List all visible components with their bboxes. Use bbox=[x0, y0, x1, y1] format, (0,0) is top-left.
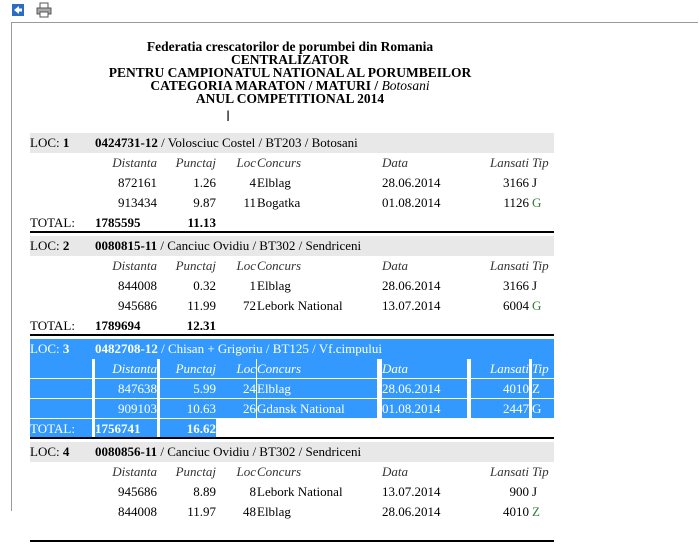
result-block[interactable] bbox=[30, 130, 554, 233]
tip-cell: J bbox=[532, 484, 538, 499]
concurs-cell: Elblag bbox=[257, 504, 291, 519]
lansati-cell: 900 bbox=[509, 484, 529, 499]
total-distance-value: 1785595 bbox=[95, 215, 141, 230]
result-block[interactable] bbox=[30, 336, 554, 439]
col-data-label: Data bbox=[382, 464, 408, 479]
col-distanta-label: Distanta bbox=[112, 155, 157, 170]
header-category-main: CATEGORIA MARATON / MATURI / bbox=[150, 78, 382, 93]
distanta-cell: 847638 bbox=[95, 379, 157, 398]
col-tip-label: Tip bbox=[532, 258, 549, 273]
table-row[interactable] bbox=[30, 502, 554, 522]
distanta-cell: 872161 bbox=[118, 175, 157, 190]
concurs-cell: Bogatka bbox=[257, 195, 301, 210]
total-points bbox=[160, 316, 216, 335]
loc-prefix: LOC: bbox=[30, 238, 63, 253]
lansati-cell: 4010 bbox=[503, 504, 529, 519]
concurs-cell: Gdansk National bbox=[257, 399, 377, 418]
rank-number: 1 bbox=[62, 135, 70, 150]
owner-details: / Chisan + Grigoriu / BT125 / Vf.cimpului bbox=[157, 341, 382, 356]
result-header-row[interactable] bbox=[30, 442, 554, 462]
total-distance-value: 1756741 bbox=[95, 421, 141, 436]
header-federation: Federatia crescatorilor de porumbei din Romania bbox=[146, 39, 434, 54]
punctaj-cell: 5.99 bbox=[160, 379, 216, 398]
concurs-cell: Lebork National bbox=[257, 298, 343, 313]
blank-cell bbox=[30, 379, 92, 398]
col-lansati-label: Lansati bbox=[489, 464, 529, 479]
col-data-label: Data bbox=[382, 155, 408, 170]
column-header-row bbox=[30, 153, 554, 173]
rank-number: 2 bbox=[62, 238, 70, 253]
pigeon-info bbox=[95, 442, 554, 461]
data-cell: 28.06.2014 bbox=[382, 278, 441, 293]
total-label: TOTAL: bbox=[30, 419, 92, 438]
tip-cell: Z bbox=[532, 504, 540, 519]
tip-cell: J bbox=[532, 278, 538, 293]
rank-label bbox=[30, 133, 90, 152]
loc-cell: 24 bbox=[216, 379, 256, 398]
lansati-cell: 3166 bbox=[503, 175, 529, 190]
column-header-row bbox=[30, 359, 554, 379]
rank-label bbox=[30, 236, 90, 255]
back-arrow-icon[interactable] bbox=[10, 2, 26, 18]
col-punctaj-label: Punctaj bbox=[175, 464, 216, 479]
owner-details: / Canciuc Ovidiu / BT302 / Sendriceni bbox=[157, 444, 362, 459]
col-tip-label: Tip bbox=[532, 359, 554, 378]
table-row[interactable] bbox=[30, 296, 554, 316]
data-cell: 01.08.2014 bbox=[382, 399, 467, 418]
ring-number: 0424731-12 bbox=[95, 135, 158, 150]
result-header-row[interactable] bbox=[30, 339, 554, 359]
pigeon-info bbox=[95, 236, 554, 255]
separator-line bbox=[30, 540, 554, 542]
data-cell: 28.06.2014 bbox=[382, 504, 441, 519]
col-distanta-label: Distanta bbox=[95, 359, 157, 378]
total-points bbox=[160, 213, 216, 232]
column-header-row bbox=[30, 462, 554, 482]
distanta-cell: 844008 bbox=[118, 504, 157, 519]
col-lansati-label: Lansati bbox=[489, 258, 529, 273]
total-label: TOTAL: bbox=[30, 318, 75, 333]
text-cursor-icon: I bbox=[226, 109, 231, 125]
punctaj-cell: 8.89 bbox=[193, 484, 216, 499]
table-row[interactable] bbox=[30, 482, 554, 502]
loc-prefix: LOC: bbox=[30, 135, 63, 150]
col-distanta-label: Distanta bbox=[112, 464, 157, 479]
results-list bbox=[30, 130, 554, 549]
result-block[interactable] bbox=[30, 439, 554, 549]
rank-label bbox=[30, 339, 90, 358]
ring-number: 0080856-11 bbox=[95, 444, 158, 459]
col-data-label: Data bbox=[382, 258, 408, 273]
data-cell: 13.07.2014 bbox=[382, 298, 441, 313]
table-row[interactable] bbox=[30, 379, 554, 399]
total-row bbox=[30, 213, 554, 233]
total-distance bbox=[95, 316, 157, 335]
total-row bbox=[30, 522, 554, 542]
col-concurs-label: Concurs bbox=[257, 258, 302, 273]
report-header bbox=[30, 40, 550, 105]
total-points-value: 12.31 bbox=[186, 318, 216, 333]
pigeon-info bbox=[95, 133, 554, 152]
data-cell: 01.08.2014 bbox=[382, 195, 441, 210]
distanta-cell: 945686 bbox=[118, 484, 157, 499]
result-block[interactable] bbox=[30, 233, 554, 336]
blank-cell bbox=[30, 399, 92, 418]
col-concurs-label: Concurs bbox=[257, 155, 302, 170]
loc-cell: 72 bbox=[243, 298, 256, 313]
header-title: CENTRALIZATOR bbox=[230, 52, 350, 67]
rank-number: 4 bbox=[62, 444, 70, 459]
owner-details: / Volosciuc Costel / BT203 / Botosani bbox=[157, 135, 358, 150]
pigeon-info bbox=[95, 339, 554, 358]
tip-cell: G bbox=[532, 298, 542, 313]
total-points bbox=[160, 419, 216, 438]
col-distanta-label: Distanta bbox=[112, 258, 157, 273]
header-region: Botosani bbox=[381, 78, 430, 93]
total-points-value: 11.13 bbox=[187, 215, 216, 230]
distanta-cell: 844008 bbox=[118, 278, 157, 293]
data-cell: 28.06.2014 bbox=[382, 379, 467, 398]
column-header-row bbox=[30, 256, 554, 276]
loc-cell: 11 bbox=[243, 195, 256, 210]
blank-cell bbox=[30, 359, 92, 378]
col-tip-label: Tip bbox=[532, 155, 549, 170]
total-row bbox=[30, 316, 554, 336]
concurs-cell: Elblag bbox=[257, 175, 291, 190]
loc-prefix: LOC: bbox=[30, 444, 63, 459]
col-loc-label: Loc bbox=[236, 258, 256, 273]
col-concurs-label: Concurs bbox=[257, 359, 377, 378]
loc-prefix: LOC: bbox=[30, 341, 63, 356]
data-cell: 28.06.2014 bbox=[382, 175, 441, 190]
col-data-label: Data bbox=[382, 359, 467, 378]
loc-cell: 8 bbox=[249, 484, 256, 499]
table-row[interactable] bbox=[30, 276, 554, 296]
result-header-row[interactable] bbox=[30, 133, 554, 153]
col-punctaj-label: Punctaj bbox=[160, 359, 216, 378]
lansati-cell: 6004 bbox=[503, 298, 529, 313]
concurs-cell: Elblag bbox=[257, 379, 377, 398]
table-row[interactable] bbox=[30, 399, 554, 419]
tip-cell: Z bbox=[532, 379, 554, 398]
lansati-cell: 2447 bbox=[471, 399, 529, 418]
table-row[interactable] bbox=[30, 193, 554, 213]
table-row[interactable] bbox=[30, 173, 554, 193]
tip-cell: G bbox=[532, 399, 554, 418]
total-label: TOTAL: bbox=[30, 215, 75, 230]
header-championship: PENTRU CAMPIONATUL NATIONAL AL PORUMBEILOR bbox=[108, 65, 472, 80]
col-punctaj-label: Punctaj bbox=[175, 155, 216, 170]
concurs-cell: Elblag bbox=[257, 278, 291, 293]
loc-cell: 1 bbox=[249, 278, 256, 293]
result-header-row[interactable] bbox=[30, 236, 554, 256]
col-tip-label: Tip bbox=[532, 464, 549, 479]
toolbar bbox=[10, 2, 52, 18]
col-loc-label: Loc bbox=[236, 155, 256, 170]
punctaj-cell: 0.32 bbox=[193, 278, 216, 293]
col-lansati-label: Lansati bbox=[471, 359, 529, 378]
punctaj-cell: 11.97 bbox=[187, 504, 216, 519]
lansati-cell: 4010 bbox=[471, 379, 529, 398]
punctaj-cell: 11.99 bbox=[187, 298, 216, 313]
printer-icon[interactable] bbox=[36, 2, 52, 18]
rank-number: 3 bbox=[62, 341, 70, 356]
concurs-cell: Lebork National bbox=[257, 484, 343, 499]
punctaj-cell: 1.26 bbox=[193, 175, 216, 190]
loc-cell: 4 bbox=[249, 175, 256, 190]
col-concurs-label: Concurs bbox=[257, 464, 302, 479]
rank-label bbox=[30, 442, 90, 461]
loc-cell: 26 bbox=[216, 399, 256, 418]
tip-cell: J bbox=[532, 175, 538, 190]
lansati-cell: 3166 bbox=[503, 278, 529, 293]
col-punctaj-label: Punctaj bbox=[175, 258, 216, 273]
punctaj-cell: 10.63 bbox=[160, 399, 216, 418]
col-loc-label: Loc bbox=[216, 359, 256, 378]
col-lansati-label: Lansati bbox=[489, 155, 529, 170]
owner-details: / Canciuc Ovidiu / BT302 / Sendriceni bbox=[157, 238, 362, 253]
lansati-cell: 1126 bbox=[503, 195, 529, 210]
distanta-cell: 945686 bbox=[118, 298, 157, 313]
loc-cell: 48 bbox=[243, 504, 256, 519]
ring-number: 0080815-11 bbox=[95, 238, 158, 253]
distanta-cell: 913434 bbox=[118, 195, 157, 210]
total-row bbox=[30, 419, 554, 439]
punctaj-cell: 9.87 bbox=[193, 195, 216, 210]
total-distance bbox=[95, 419, 157, 438]
col-loc-label: Loc bbox=[236, 464, 256, 479]
distanta-cell: 909103 bbox=[95, 399, 157, 418]
total-points-value: 16.62 bbox=[186, 421, 216, 436]
total-distance-value: 1789694 bbox=[95, 318, 141, 333]
ring-number: 0482708-12 bbox=[95, 341, 158, 356]
data-cell: 13.07.2014 bbox=[382, 484, 441, 499]
tip-cell: G bbox=[532, 195, 542, 210]
total-distance bbox=[95, 213, 157, 232]
header-year: ANUL COMPETITIONAL 2014 bbox=[195, 91, 385, 106]
